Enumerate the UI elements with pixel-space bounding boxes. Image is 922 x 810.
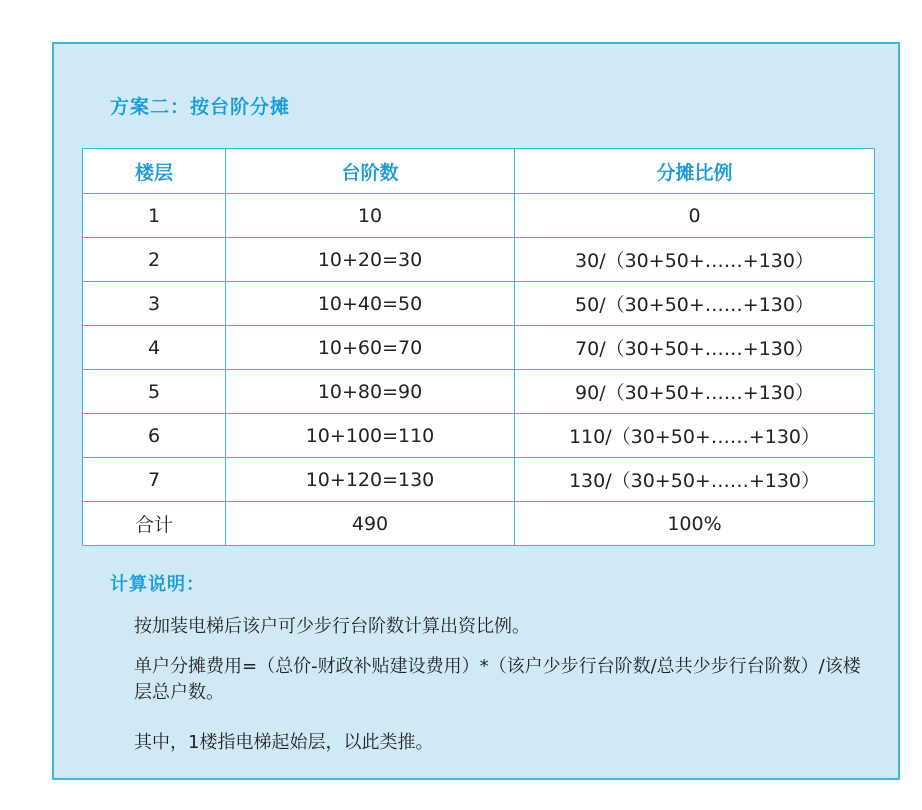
cell-steps: 10+20=30 bbox=[226, 238, 515, 282]
cell-ratio: 130/（30+50+……+130） bbox=[515, 458, 875, 502]
table-row bbox=[83, 238, 875, 282]
cell-steps: 10+40=50 bbox=[226, 282, 515, 326]
cell-ratio: 50/（30+50+……+130） bbox=[515, 282, 875, 326]
cell-floor: 4 bbox=[83, 326, 226, 370]
table-row bbox=[83, 326, 875, 370]
cell-steps: 10+120=130 bbox=[226, 458, 515, 502]
cell-floor: 5 bbox=[83, 370, 226, 414]
table-row bbox=[83, 370, 875, 414]
note-line-1: 按加装电梯后该户可少步行台阶数计算出资比例。 bbox=[134, 616, 530, 637]
header-steps: 台阶数 bbox=[226, 149, 515, 194]
table-header-row bbox=[83, 149, 875, 194]
header-floor: 楼层 bbox=[83, 149, 226, 194]
cell-floor: 6 bbox=[83, 414, 226, 458]
notes-title: 计算说明： bbox=[110, 574, 205, 595]
cell-steps: 10+80=90 bbox=[226, 370, 515, 414]
table-row bbox=[83, 414, 875, 458]
cell-total-label: 合计 bbox=[83, 502, 226, 546]
cell-ratio: 30/（30+50+……+130） bbox=[515, 238, 875, 282]
cell-ratio: 0 bbox=[515, 194, 875, 238]
cell-total-ratio: 100% bbox=[515, 502, 875, 546]
table-row bbox=[83, 194, 875, 238]
cell-ratio: 110/（30+50+……+130） bbox=[515, 414, 875, 458]
cell-floor: 2 bbox=[83, 238, 226, 282]
plan-title: 方案二：按台阶分摊 bbox=[110, 96, 291, 118]
cell-steps: 10+60=70 bbox=[226, 326, 515, 370]
header-ratio: 分摊比例 bbox=[515, 149, 875, 194]
calculation-panel bbox=[52, 42, 900, 780]
cell-steps: 10 bbox=[226, 194, 515, 238]
cell-floor: 3 bbox=[83, 282, 226, 326]
note-line-2: 单户分摊费用=（总价-财政补贴建设费用）*（该户少步行台阶数/总共少步行台阶数）/该楼层总户数。 bbox=[134, 656, 861, 703]
cell-steps: 10+100=110 bbox=[226, 414, 515, 458]
cell-ratio: 70/（30+50+……+130） bbox=[515, 326, 875, 370]
table-row bbox=[83, 282, 875, 326]
table-total-row bbox=[83, 502, 875, 546]
cell-ratio: 90/（30+50+……+130） bbox=[515, 370, 875, 414]
cell-floor: 7 bbox=[83, 458, 226, 502]
table-row bbox=[83, 458, 875, 502]
cell-floor: 1 bbox=[83, 194, 226, 238]
note-line-3: 其中，1楼指电梯起始层，以此类推。 bbox=[134, 732, 434, 753]
cell-total-steps: 490 bbox=[226, 502, 515, 546]
allocation-table bbox=[82, 148, 875, 546]
